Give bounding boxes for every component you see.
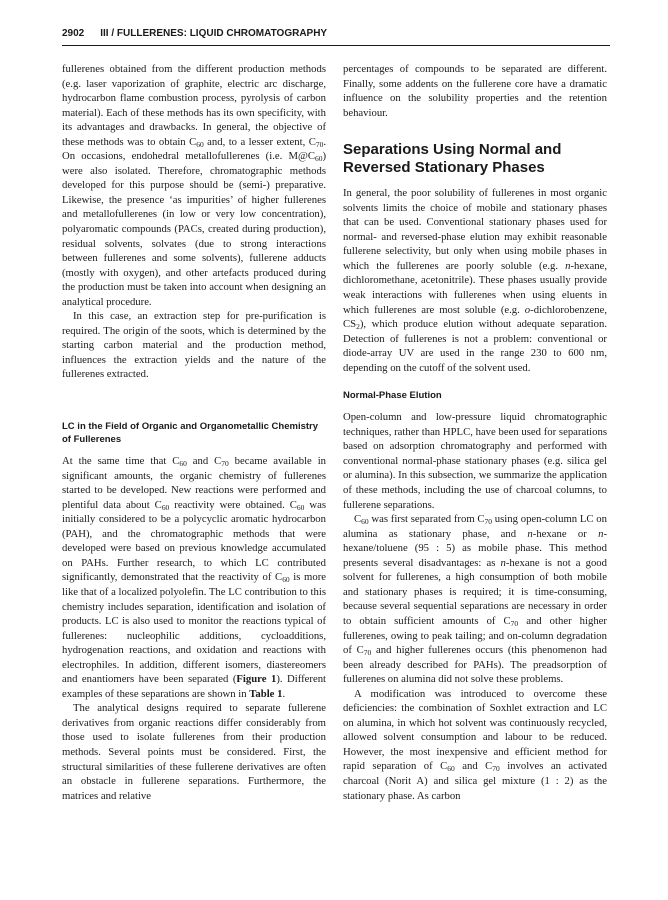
paragraph: percentages of compounds to be separated are different. Finally, some addents on the fullerene core have a dramatic influence on the solubility properties and the retention behaviour.	[343, 63, 607, 119]
paragraph: $C_{60}$ was first separated from $C_{70}$ using open-column LC on alumina as stationary phase, and n-hexane or n-hexane/toluene (95 : 5) as mobile phase. This method presents several disadvantages: as n-hexane is not a good solvent for fullerenes, a high consumption of both mobile and stationary phases is required; it is time-consuming, because several sequential separations are necessary in order to obtain sufficient amounts of $C_{70}$ and other higher fullerenes, owing to peak tailing; and on-column degradation of $C_{70}$ and higher fullerenes occurs (this phenomenon had been already described for PAHs). The preadsorption of fullerenes on alumina did not solve these problems.	[343, 513, 607, 686]
section-heading-lc-organic-chemistry: LC in the Field of Organic and Organometallic Chemistry of Fullerenes	[62, 421, 319, 446]
running-header	[62, 28, 610, 44]
right-column	[343, 62, 607, 803]
section-heading-separations: Separations Using Normal and Reversed Stationary Phases	[343, 141, 562, 177]
paragraph: fullerenes obtained from the different production methods (e.g. laser vaporization of graphite, electric arc discharge, hydrocarbon flame combustion process, pyrolysis of carbon material). Each of these methods has its own specificity, with its advantages and drawbacks. In general, the objective of these methods was to obtain $C_{60}$ and, to a lesser extent, $C_{70}$. On occasions, endohedral metallofullerenes (i.e. $M@C_{60}$) were also isolated. Therefore, chromatographic methods developed for this purpose should be (semi-) preparative. Likewise, the presence ‘as impurities’ of higher fullerenes and metallofullerenes (in low or very low concentration), polyaromatic compounds (PACs, created during production), residual solvents, solvates (due to strong interactions between fullerenes and some solvents), fullerene adducts (mostly with oxygen), and other artefacts produced during the production must be taken into account when designing an analytical procedure.	[62, 63, 326, 308]
paragraph: Open-column and low-pressure liquid chromatographic techniques, rather than HPLC, have been used for separations based on adsorption chromatography and performed with conventional normal-phase stationary phases (e.g. silica gel or alumina). In this subsection, we summarize the application of these methods, including the use of charcoal columns, to fullerene separations.	[343, 411, 607, 511]
paragraph: In this case, an extraction step for pre-purification is required. The origin of the soots, which is determined by the starting carbon material and the production method, influences the extraction yields and the nature of the fullerenes extracted.	[62, 310, 326, 381]
paragraph: At the same time that $C_{60}$ and $C_{70}$ became available in significant amounts, the organic chemistry of fullerenes started to be developed. New reactions were performed and plentiful data about $C_{60}$ reactivity were obtained. $C_{60}$ was initially considered to be a polycyclic aromatic hydrocarbon (PAH), and the chromatographic methods that were developed were based on previous knowledge accumulated on PAHs. Further research, to which LC contributed significantly, demonstrated that the reactivity of $C_{60}$ is more like that of a localized polyolefin. The LC contribution to this chemistry includes separation, identification and isolation of products. LC is also used to monitor the reactions typical of fullerenes: nucleophilic additions, cycloadditions, hydrogenation reactions, and oxidation and reactions with electrophiles. In addition, different isomers, diastereomers and enantiomers have been separated (Figure 1). Different examples of these separations are shown in Table 1.	[62, 455, 327, 700]
paragraph: The analytical designs required to separate fullerene derivatives from organic reactions differ considerably from those used to isolate fullerenes from their production methods. Several points must be considered. First, the structural similarities of these fullerene derivatives are often an obstacle in fullerene separations. Furthermore, the matrices and relative	[62, 702, 326, 802]
paragraph: A modification was introduced to overcome these deficiencies: the combination of Soxhlet extraction and LC on alumina, in which hot solvent was continuously recycled, allowed solvent consumption and labour to be reduced. However, the most inexpensive and efficient method for rapid separation of $C_{60}$ and $C_{70}$ involves an activated charcoal (Norit A) and silica gel mixture (1 : 2) as the stationary phase. As carbon	[343, 687, 608, 802]
running-title: III / FULLERENES: LIQUID CHROMATOGRAPHY	[100, 28, 328, 39]
header-rule	[62, 45, 610, 46]
paragraph: In general, the poor solubility of fullerenes in most organic solvents limits the choice of mobile and stationary phases that can be used. Conventional stationary phases used for normal- and reversed-phase elution may exhibit reasonable fullerene selectivity, but only when using mobile phases in which the fullerenes are poorly soluble (e.g. n-hexane, dichloromethane, acetonitrile). These phases usually provide weak interactions with fullerenes when using eluents in which fullerenes are most soluble (e.g. o-dichlorobenzene, $CS_2$), which produce elution without adequate separation. Detection of fullerenes is not a problem: conventional or diode-array UV are used in the range 230 to 600 nm, depending on the cutoff of the solvent used.	[343, 187, 607, 374]
page-number: 2902	[62, 28, 85, 39]
subsection-heading-normal-phase: Normal-Phase Elution	[343, 390, 442, 402]
left-column	[62, 62, 326, 803]
